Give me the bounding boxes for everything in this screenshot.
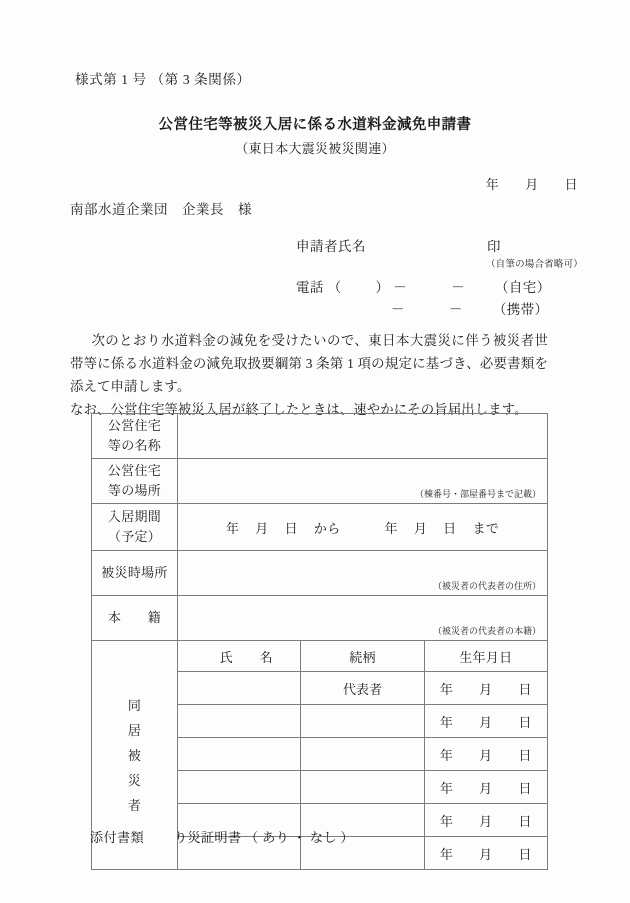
telephone-home-row	[296, 276, 551, 296]
dob-year: 年	[439, 813, 454, 829]
dob-year: 年	[439, 780, 454, 796]
dob-day: 日	[518, 813, 532, 829]
period-from-suffix: から	[313, 520, 341, 536]
cohabitant-name-cell[interactable]	[178, 705, 301, 738]
table-row	[92, 551, 548, 596]
period-to-month: 月	[413, 520, 428, 536]
dob-year: 年	[439, 747, 454, 763]
cohabitant-relation-cell[interactable]	[301, 771, 424, 804]
seal-stamp-label: 印	[487, 239, 501, 254]
attachment-choice-close: ）	[340, 830, 354, 845]
cohabitant-label-char: 居	[127, 722, 142, 738]
cohabitant-birthdate-cell[interactable]	[424, 705, 547, 738]
dob-month: 月	[479, 714, 493, 730]
addressee: 南部水道企業団 企業長 様	[70, 202, 252, 217]
attachment-label: 添付書類	[90, 830, 144, 845]
dob-month: 月	[479, 813, 493, 829]
period-from-year: 年	[225, 520, 240, 536]
dob-year: 年	[439, 714, 454, 730]
date-day-label: 日	[564, 177, 578, 192]
cohabitant-header-row	[92, 641, 548, 672]
cohabitant-name-cell[interactable]	[178, 771, 301, 804]
table-row	[92, 504, 548, 551]
telephone-label: 電話	[296, 280, 324, 295]
seal-note: （自筆の場合省略可）	[485, 260, 583, 270]
body-paragraph-1: 次のとおり水道料金の減免を受けたいので、東日本大震災に伴う被災者世帯等に係る水道料金の減免取扱要綱第 3 条第 1 項の規定に基づき、必要書類を添えて申請します。	[70, 333, 548, 394]
form-code: 様式第 1 号 （第 3 条関係）	[75, 72, 251, 87]
tel-open-paren: （	[327, 280, 342, 295]
dob-day: 日	[518, 714, 532, 730]
cohabitant-label-char: 災	[127, 772, 142, 788]
page-subtitle: （東日本大震災被災関連）	[235, 141, 395, 156]
dob-month: 月	[479, 681, 493, 697]
row-label-line1: 本 籍	[107, 610, 162, 625]
tel-mobile-dash-1: －	[391, 302, 405, 317]
row-value-housing-location[interactable]	[178, 459, 548, 504]
row-label-residence-period	[92, 504, 178, 551]
cohabitant-label-char: 同	[127, 697, 142, 713]
cohabitant-birthdate-cell[interactable]	[424, 738, 547, 771]
date-line	[486, 174, 578, 193]
body-text	[70, 329, 548, 421]
row-label-line1: 被災時場所	[101, 565, 168, 580]
tel-close-paren: ）	[375, 280, 390, 295]
attachment-choice-open: （	[245, 830, 259, 845]
table-row	[92, 459, 548, 504]
row-label-housing-name	[92, 414, 178, 459]
cohabitant-birthdate-cell[interactable]	[424, 771, 547, 804]
cohabitant-label-char: 被	[127, 747, 142, 763]
date-month-label: 月	[525, 177, 539, 192]
dob-day: 日	[518, 681, 532, 697]
application-table	[91, 413, 548, 870]
row-value-disaster-location[interactable]	[178, 551, 548, 596]
tel-mobile-label: （携帯）	[492, 302, 549, 317]
row-label-line1: 入居期間	[107, 509, 162, 524]
period-to-year: 年	[384, 520, 398, 536]
cohabitant-relation-cell[interactable]	[301, 705, 424, 738]
dob-day: 日	[518, 780, 532, 796]
row-note-domicile: （被災者の代表者の本籍）	[432, 626, 541, 636]
dob-year: 年	[439, 681, 454, 697]
telephone-mobile-row	[391, 298, 548, 318]
cohabitant-column-header-birthdate: 生年月日	[424, 641, 547, 672]
attachment-choice-yes[interactable]: あり	[262, 830, 290, 845]
row-label-domicile	[92, 596, 178, 641]
attachment-row	[90, 827, 354, 846]
period-to-suffix: まで	[472, 520, 500, 536]
cohabitant-column-header-name: 氏 名	[178, 641, 301, 672]
dob-day: 日	[518, 846, 532, 862]
tel-home-label: （自宅）	[495, 280, 551, 295]
period-from-day: 日	[284, 520, 298, 536]
row-note-disaster-location: （被災者の代表者の住所）	[432, 581, 541, 591]
attachment-item-label: り災証明書	[173, 830, 242, 845]
cohabitant-column-header-relation: 続柄	[301, 641, 424, 672]
table-row	[92, 596, 548, 641]
cohabitant-relation-cell: 代表者	[301, 672, 424, 705]
row-label-line1: 公営住宅	[107, 463, 162, 478]
cohabitant-name-cell[interactable]	[178, 672, 301, 705]
table-row	[92, 414, 548, 459]
cohabitant-birthdate-cell[interactable]	[424, 804, 547, 837]
row-label-line2: （予定）	[107, 529, 162, 544]
dob-year: 年	[439, 846, 454, 862]
row-label-line1: 公営住宅	[107, 418, 162, 433]
row-value-domicile[interactable]	[178, 596, 548, 641]
row-label-disaster-location	[92, 551, 178, 596]
page-title: 公営住宅等被災入居に係る水道料金減免申請書	[158, 117, 472, 133]
period-from-month: 月	[255, 520, 269, 536]
attachment-choice-separator: ・	[292, 830, 307, 845]
body-paragraph-2: なお、公営住宅等被災入居が終了したときは、速やかにその旨届出します。	[70, 402, 528, 417]
dob-month: 月	[479, 846, 493, 862]
tel-dash-2: －	[451, 280, 465, 295]
dob-month: 月	[479, 747, 493, 763]
row-value-residence-period[interactable]	[178, 504, 548, 551]
tel-dash-1: －	[393, 280, 408, 295]
row-label-housing-location	[92, 459, 178, 504]
cohabitant-relation-cell[interactable]	[301, 738, 424, 771]
cohabitant-name-cell[interactable]	[178, 738, 301, 771]
dob-day: 日	[518, 747, 532, 763]
period-to-day: 日	[443, 520, 457, 536]
cohabitant-birthdate-cell[interactable]	[424, 672, 547, 705]
row-note-housing-location: （棟番号・部屋番号まで記載）	[414, 489, 541, 499]
row-label-line2: 等の場所	[107, 483, 162, 498]
cohabitant-label-char: 者	[127, 797, 142, 813]
tel-mobile-dash-2: －	[448, 302, 463, 317]
row-label-line2: 等の名称	[107, 438, 162, 453]
dob-month: 月	[479, 780, 493, 796]
row-value-housing-name[interactable]	[178, 414, 548, 459]
date-year-label: 年	[485, 177, 500, 192]
attachment-choice-no[interactable]: なし	[309, 830, 337, 845]
cohabitant-birthdate-cell[interactable]	[424, 837, 547, 870]
applicant-name-label: 申請者氏名	[296, 239, 366, 254]
